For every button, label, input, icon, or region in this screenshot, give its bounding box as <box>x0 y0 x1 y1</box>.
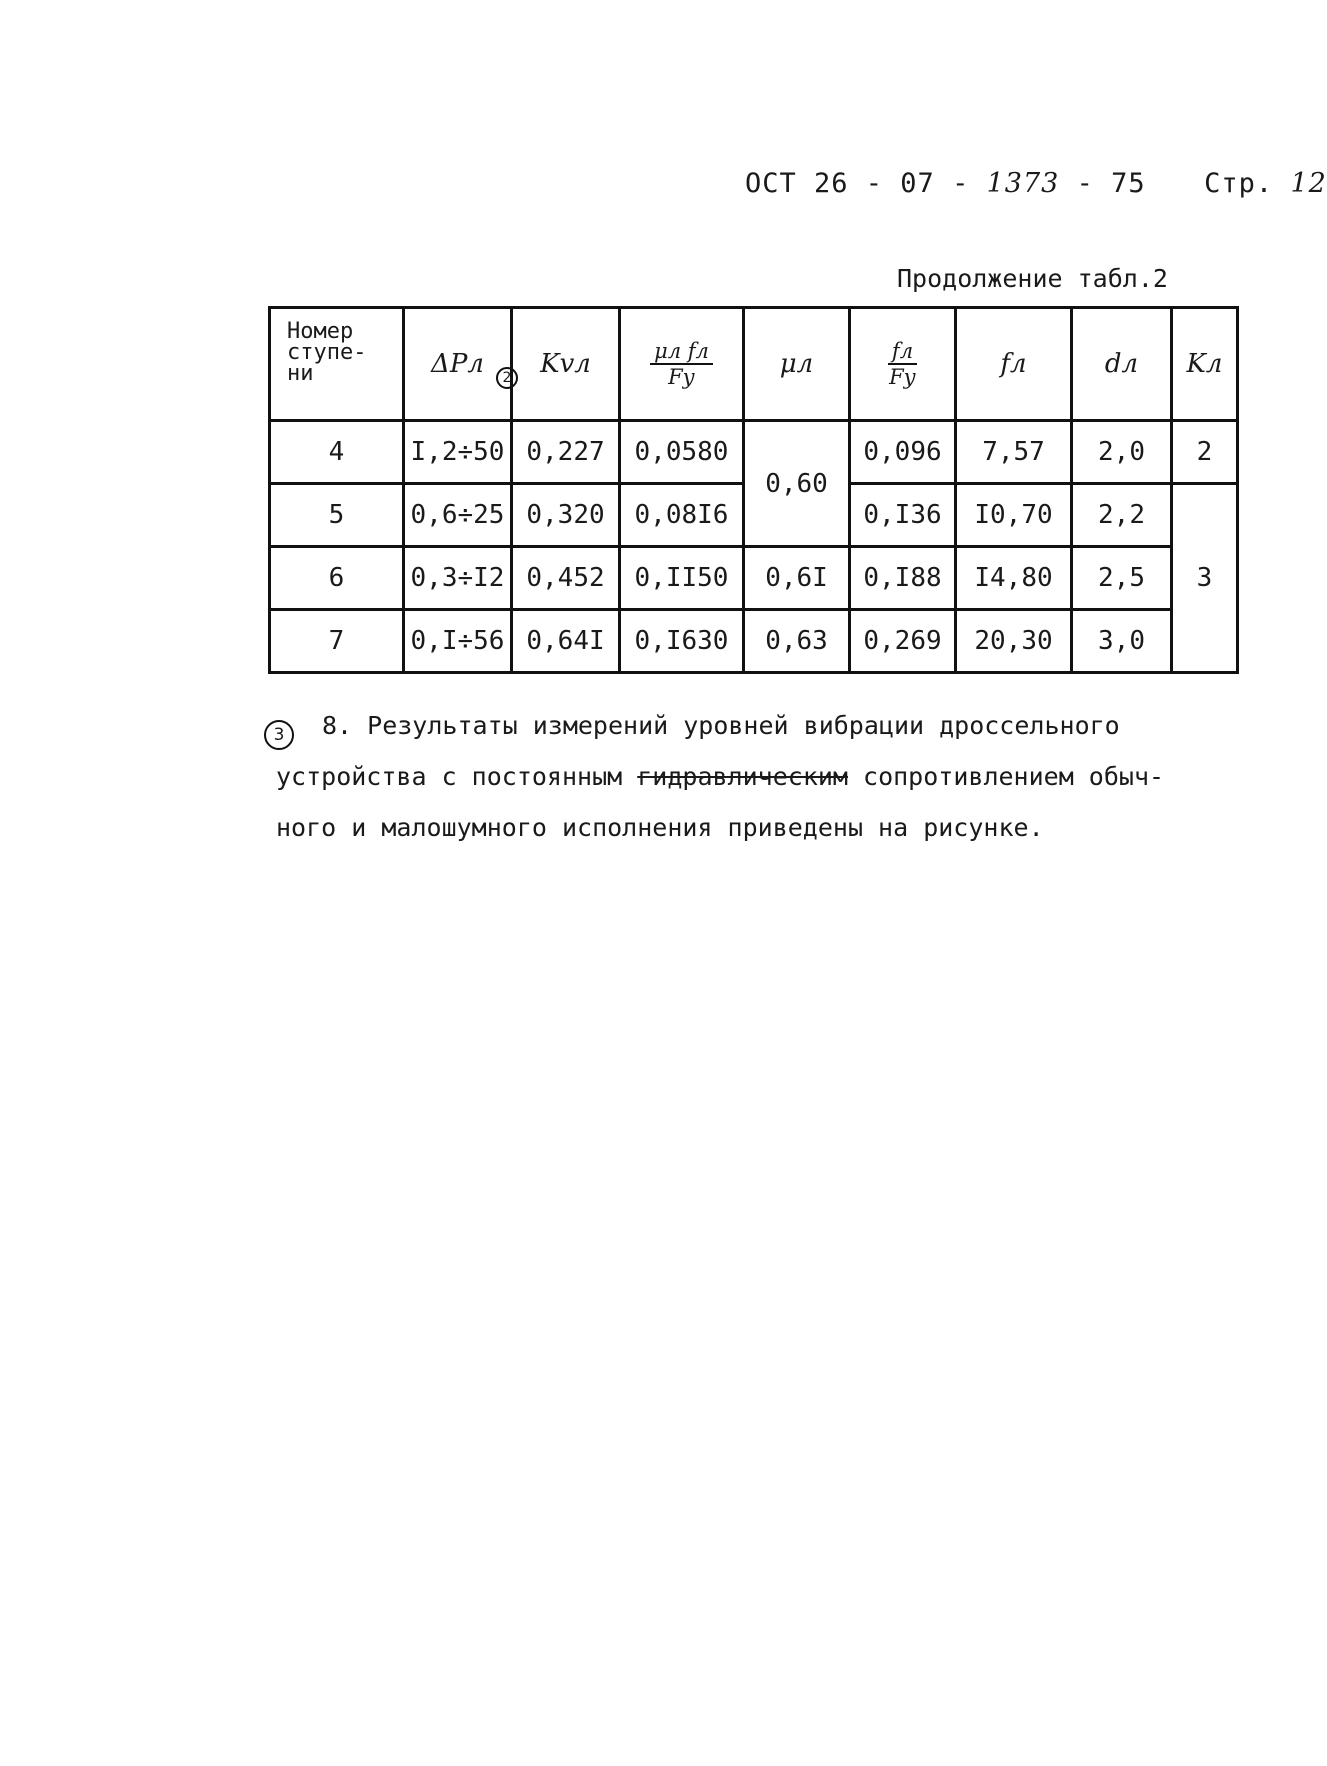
cell-f-over-fy: 0,I88 <box>850 547 956 610</box>
standard-year: - 75 <box>1076 168 1146 199</box>
paragraph-line-3: ного и малошумного исполнения приведены на рисунке. <box>276 813 1044 842</box>
standard-code: ОСТ 26 - 07 - <box>745 168 970 199</box>
paragraph-line-2-end: сопротивлением обыч- <box>863 762 1165 791</box>
paragraph-line-1-text: 8. Результаты измерений уровней вибрации дроссельного <box>322 711 1120 740</box>
cell-k: 2 <box>1172 421 1238 484</box>
cell-kv: 0,452 <box>512 547 620 610</box>
cell-f-over-fy: 0,096 <box>850 421 956 484</box>
paragraph-line-2-start: устройства с постоянным <box>276 762 623 791</box>
header-delta-p <box>404 308 512 421</box>
delta-p-text: ΔPл <box>431 349 484 379</box>
cell-k-merged: 3 <box>1172 484 1238 673</box>
cell-kv: 0,64I <box>512 610 620 673</box>
cell-stage: 4 <box>270 421 404 484</box>
page-label: Стр. <box>1204 168 1274 199</box>
header-mu-f-over-fy <box>620 308 744 421</box>
paragraph-line-2 <box>276 751 1236 802</box>
cell-f: I0,70 <box>956 484 1072 547</box>
paragraph-8 <box>276 700 1236 853</box>
table-row <box>270 547 1238 610</box>
header-f-over-fy <box>850 308 956 421</box>
cell-delta-p: 0,6÷25 <box>404 484 512 547</box>
cell-d: 2,0 <box>1072 421 1172 484</box>
cell-stage: 7 <box>270 610 404 673</box>
fraction-denominator: Fу <box>889 365 916 389</box>
header-f: fл <box>956 308 1072 421</box>
table-header-row <box>270 308 1238 421</box>
cell-delta-p: 0,I÷56 <box>404 610 512 673</box>
cell-d: 3,0 <box>1072 610 1172 673</box>
cell-mu: 0,63 <box>744 610 850 673</box>
cell-f-over-fy: 0,I36 <box>850 484 956 547</box>
circled-note-3: 3 <box>264 720 294 750</box>
delta-p-symbol <box>431 349 512 386</box>
cell-stage: 5 <box>270 484 404 547</box>
cell-delta-p: I,2÷50 <box>404 421 512 484</box>
header-stage: Номер ступе- ни <box>270 308 404 421</box>
standard-number: 1373 <box>986 168 1060 199</box>
header-d: dл <box>1072 308 1172 421</box>
fraction-mu-f-fy <box>650 339 713 389</box>
paragraph-line-1 <box>276 700 1236 751</box>
cell-mu-f-over-fy: 0,0580 <box>620 421 744 484</box>
fraction-numerator: fл <box>888 339 917 365</box>
page-number: 12 <box>1290 168 1327 199</box>
cell-d: 2,2 <box>1072 484 1172 547</box>
cell-mu: 0,6I <box>744 547 850 610</box>
cell-f: I4,80 <box>956 547 1072 610</box>
header-mu: μл <box>744 308 850 421</box>
document-header <box>745 168 1327 199</box>
circled-note-2: 2 <box>496 367 518 389</box>
cell-kv: 0,227 <box>512 421 620 484</box>
fraction-f-fy <box>888 339 917 389</box>
table-caption: Продолжение табл.2 <box>897 264 1168 293</box>
cell-mu-f-over-fy: 0,08I6 <box>620 484 744 547</box>
cell-f: 20,30 <box>956 610 1072 673</box>
fraction-denominator: Fу <box>668 365 695 389</box>
table-row <box>270 610 1238 673</box>
header-kv: Kvл <box>512 308 620 421</box>
table-row <box>270 421 1238 484</box>
header-k: Kл <box>1172 308 1238 421</box>
fraction-numerator: μл fл <box>650 339 713 365</box>
data-table <box>268 306 1239 674</box>
cell-delta-p: 0,3÷I2 <box>404 547 512 610</box>
cell-mu-f-over-fy: 0,I630 <box>620 610 744 673</box>
cell-mu-f-over-fy: 0,II50 <box>620 547 744 610</box>
cell-d: 2,5 <box>1072 547 1172 610</box>
struck-word: гидравлическим <box>637 762 848 791</box>
cell-stage: 6 <box>270 547 404 610</box>
cell-f-over-fy: 0,269 <box>850 610 956 673</box>
cell-f: 7,57 <box>956 421 1072 484</box>
cell-mu-merged: 0,60 <box>744 421 850 547</box>
cell-kv: 0,320 <box>512 484 620 547</box>
